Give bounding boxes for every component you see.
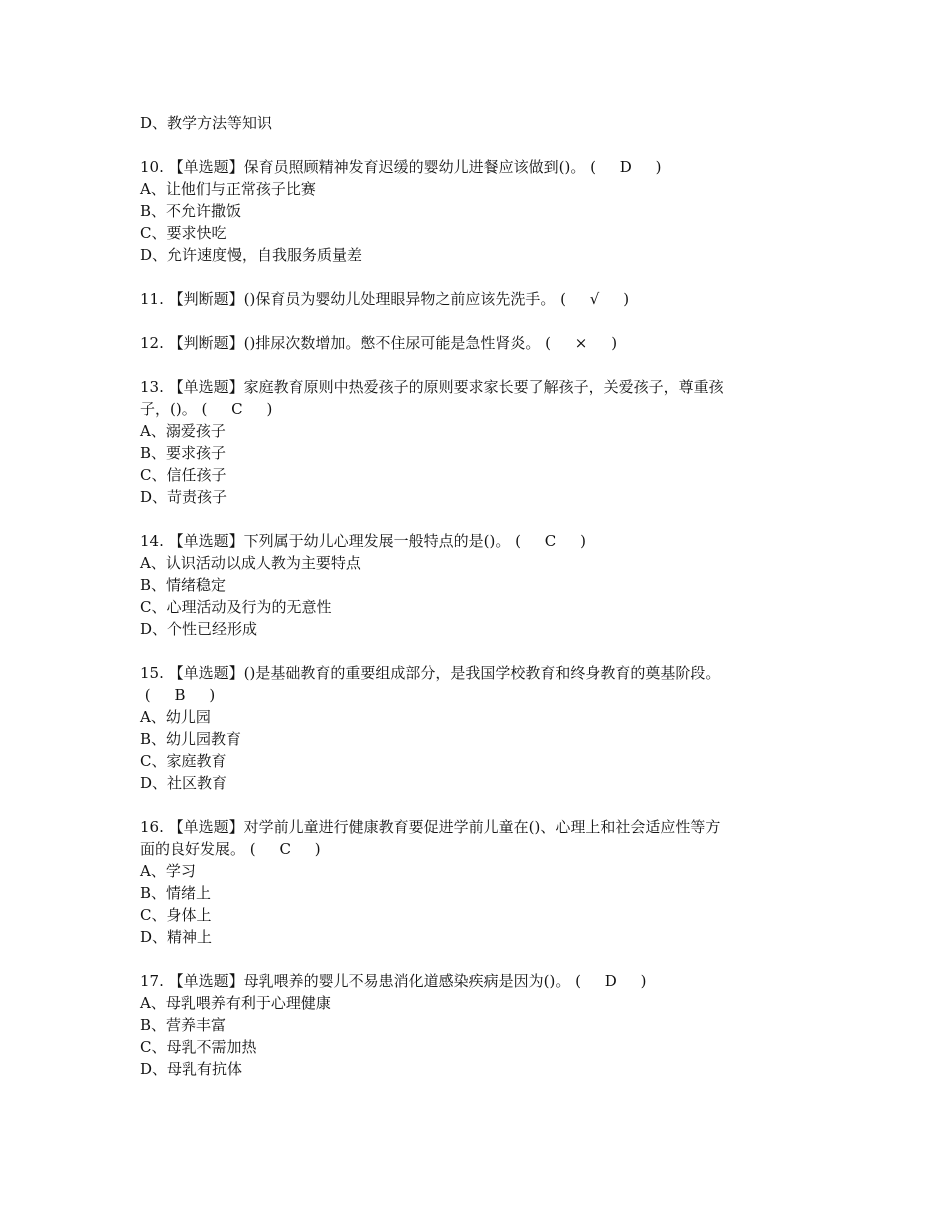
option-line: C、心理活动及行为的无意性 — [140, 598, 332, 616]
option-line: B、情绪稳定 — [140, 576, 227, 594]
previous-question-tail — [140, 112, 840, 134]
option-line: D、母乳有抗体 — [140, 1060, 243, 1078]
question-block — [140, 530, 840, 640]
option-line: D、精神上 — [140, 928, 213, 946]
question-block — [140, 970, 840, 1080]
option-line: C、信任孩子 — [140, 466, 227, 484]
question-stem: 10. 【单选题】保育员照顾精神发育迟缓的婴幼儿进餐应该做到()。 ( D ) — [140, 158, 662, 176]
question-stem: 12. 【判断题】()排尿次数增加。憋不住尿可能是急性肾炎。 ( × ) — [140, 334, 618, 352]
option-line: B、幼儿园教育 — [140, 730, 242, 748]
option-line: A、母乳喂养有利于心理健康 — [140, 994, 331, 1012]
question-stem: 13. 【单选题】家庭教育原则中热爱孩子的原则要求家长要了解孩子，关爱孩子，尊重孩 — [140, 378, 724, 396]
option-line: B、不允许撒饭 — [140, 202, 242, 220]
option-line: C、母乳不需加热 — [140, 1038, 257, 1056]
option-line: C、身体上 — [140, 906, 212, 924]
option-line: A、溺爱孩子 — [140, 422, 226, 440]
question-block — [140, 816, 840, 948]
option-line: A、让他们与正常孩子比赛 — [140, 180, 316, 198]
question-stem: 11. 【判断题】()保育员为婴幼儿处理眼异物之前应该先洗手。 ( √ ) — [140, 290, 630, 308]
document-page — [140, 112, 840, 1080]
question-stem: ( B ) — [140, 686, 216, 704]
option-line: B、营养丰富 — [140, 1016, 227, 1034]
option-line: A、幼儿园 — [140, 708, 211, 726]
question-block — [140, 376, 840, 508]
question-block — [140, 156, 840, 266]
option-line: B、情绪上 — [140, 884, 212, 902]
option-line: D、社区教育 — [140, 774, 228, 792]
option-line: D、苛责孩子 — [140, 488, 228, 506]
option-line: C、家庭教育 — [140, 752, 227, 770]
question-stem: 14. 【单选题】下列属于幼儿心理发展一般特点的是()。 ( C ) — [140, 532, 586, 550]
option-line: A、认识活动以成人教为主要特点 — [140, 554, 361, 572]
option-line: D、教学方法等知识 — [140, 114, 273, 132]
question-stem: 面的良好发展。 ( C ) — [140, 840, 321, 858]
option-line: C、要求快吃 — [140, 224, 227, 242]
question-stem: 17. 【单选题】母乳喂养的婴儿不易患消化道感染疾病是因为()。 ( D ) — [140, 972, 647, 990]
question-stem: 16. 【单选题】对学前儿童进行健康教育要促进学前儿童在()、心理上和社会适应性等方 — [140, 818, 721, 836]
question-block — [140, 662, 840, 794]
question-block — [140, 288, 840, 310]
question-stem: 15. 【单选题】()是基础教育的重要组成部分，是我国学校教育和终身教育的奠基阶段。 — [140, 664, 721, 682]
option-line: D、个性已经形成 — [140, 620, 258, 638]
option-line: B、要求孩子 — [140, 444, 227, 462]
option-line: D、允许速度慢，自我服务质量差 — [140, 246, 363, 264]
question-stem: 子，()。 ( C ) — [140, 400, 273, 418]
question-block — [140, 332, 840, 354]
option-line: A、学习 — [140, 862, 196, 880]
